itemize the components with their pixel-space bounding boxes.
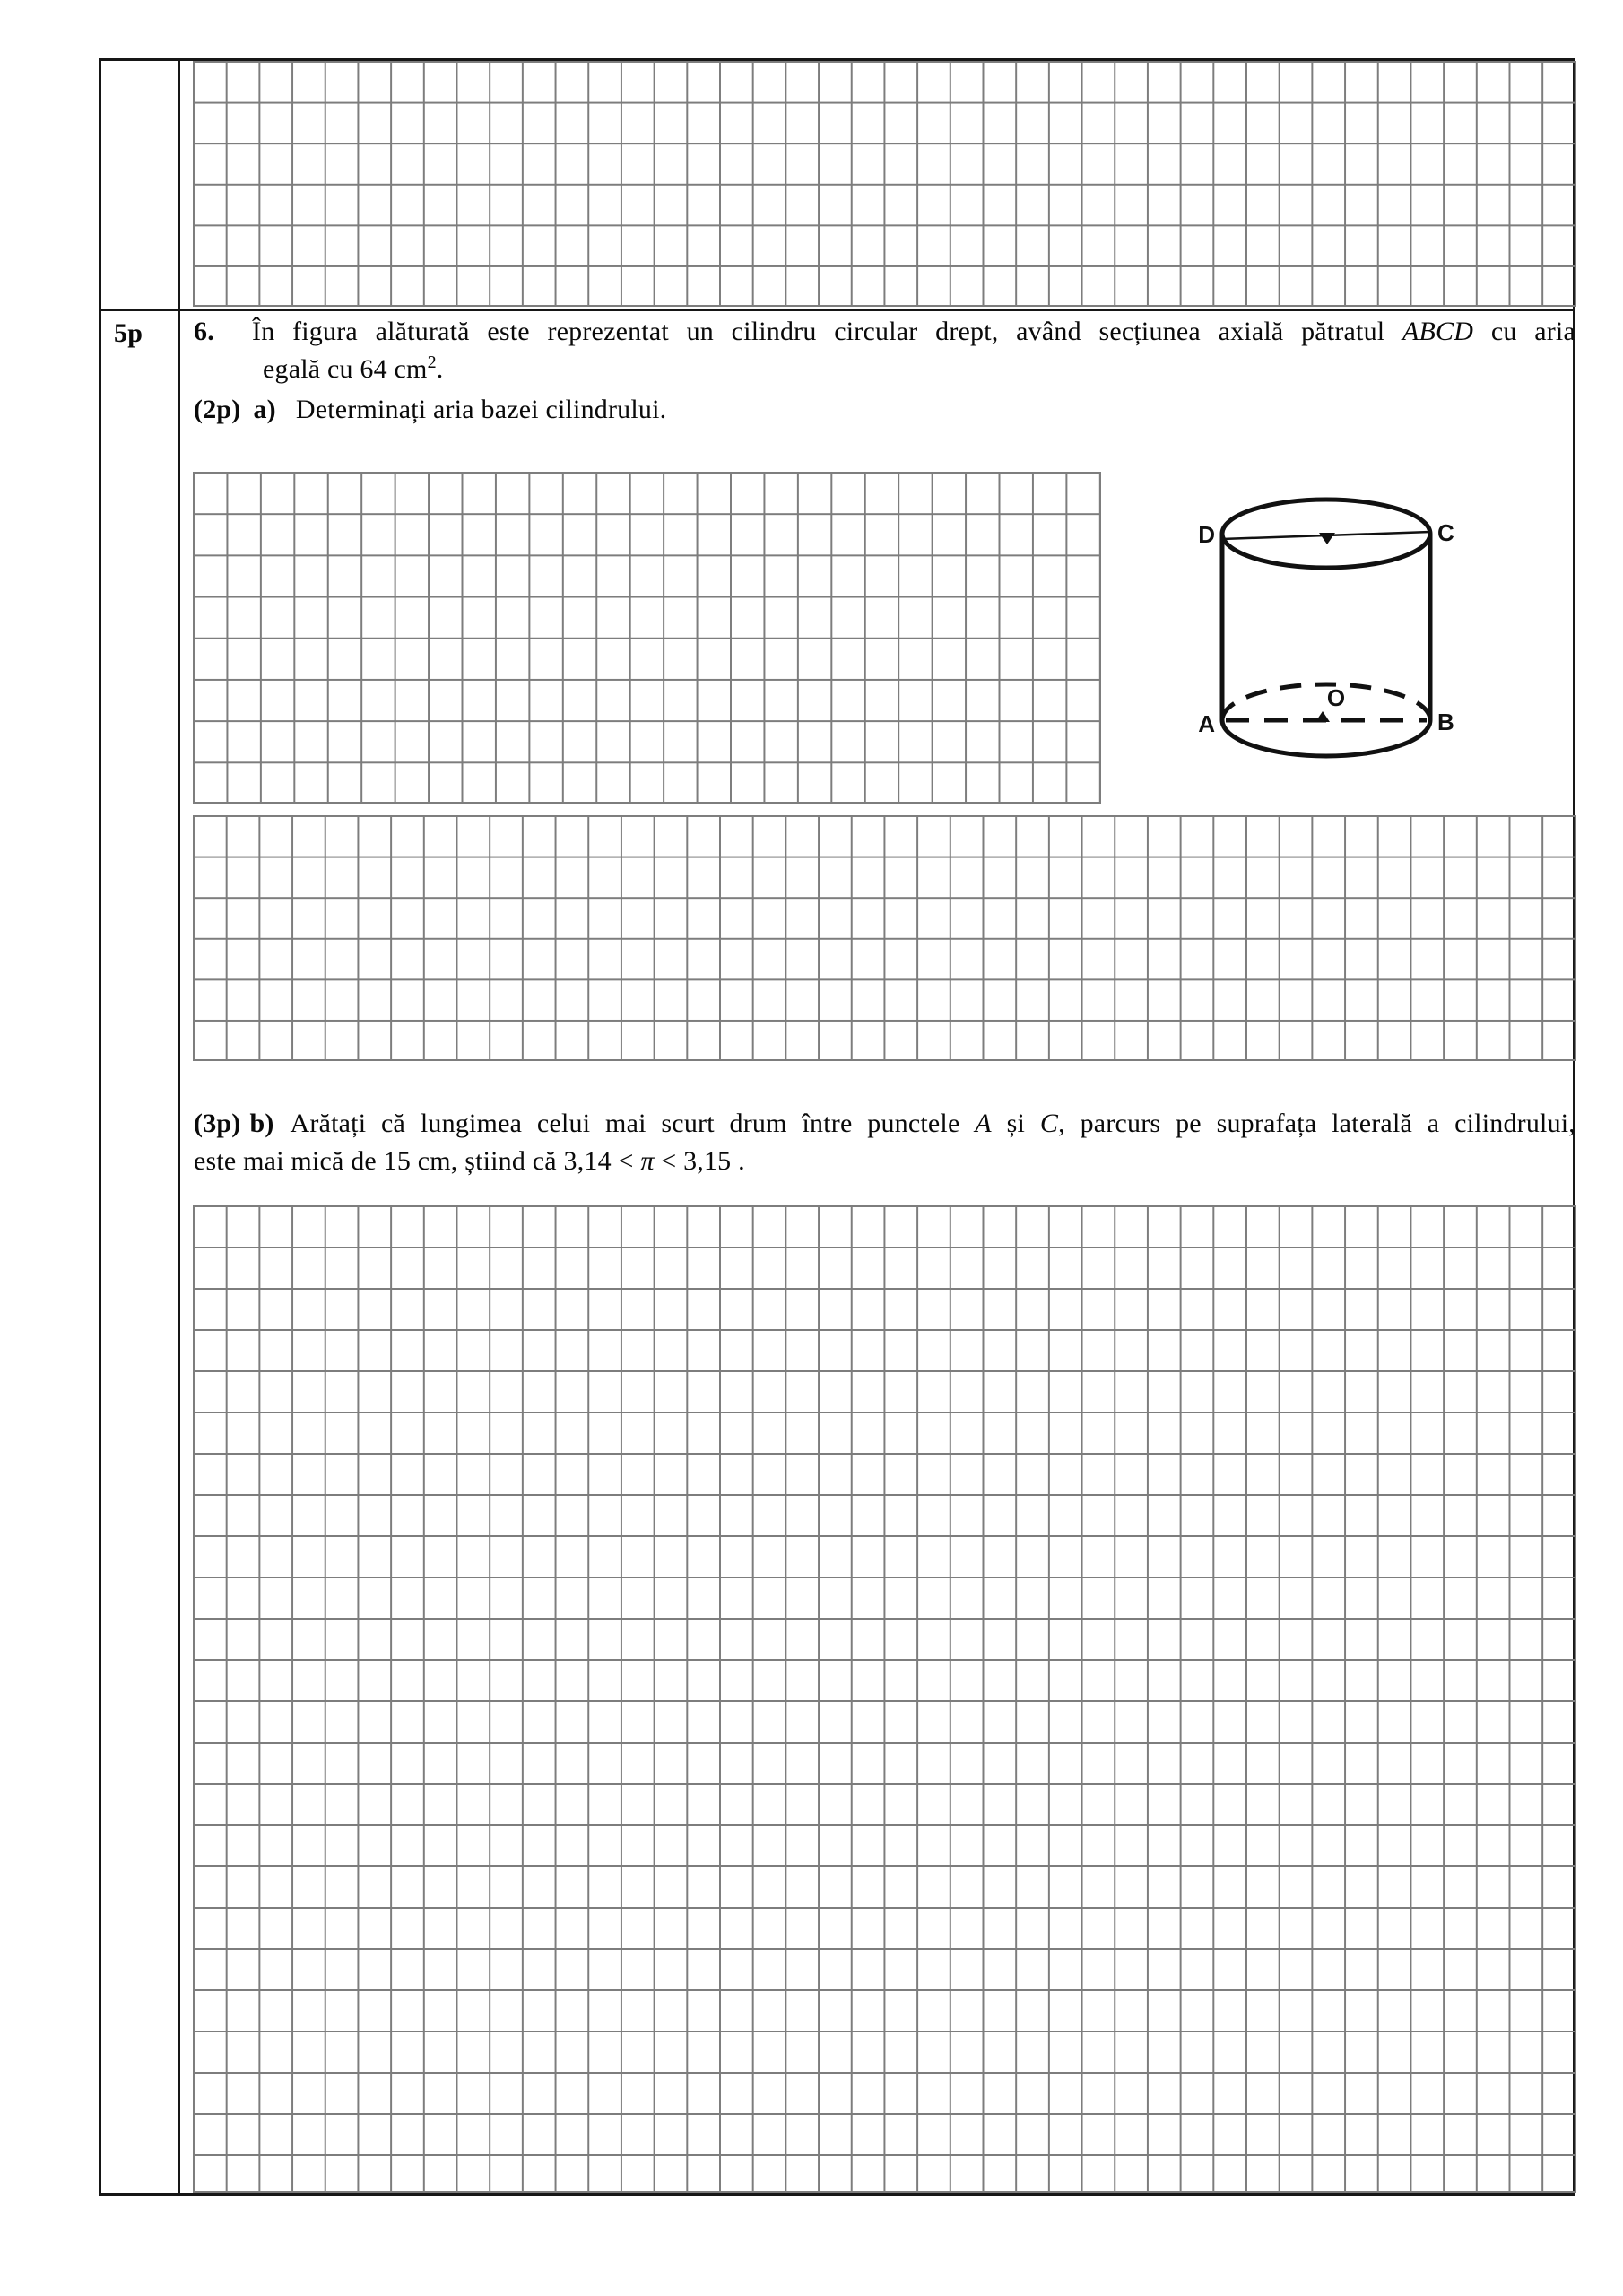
abcd-italic: ABCD	[1402, 317, 1474, 346]
part-b-line-1: (3p) b) Arătați că lungimea celui mai scurt drum între punctele A și C, parcurs pe suprafața laterală a cilindrului,	[194, 1109, 1576, 1138]
cylinder-figure	[1150, 474, 1536, 805]
statement-text-2: cu aria	[1473, 317, 1575, 346]
grid-paper-answer-b	[193, 1205, 1576, 2193]
label-B: B	[1437, 709, 1454, 735]
superscript-2: 2	[427, 352, 437, 372]
cylinder-bottom-front-arc	[1222, 720, 1430, 756]
label-A: A	[1198, 710, 1215, 737]
tick-mark-top	[1319, 533, 1335, 544]
part-b-line-2: este mai mică de 15 cm, știind că 3,14 < π < 3,15 .	[194, 1146, 745, 1176]
problem-statement	[194, 313, 1575, 388]
point-A-italic: A	[975, 1109, 992, 1138]
label-O: O	[1326, 684, 1346, 711]
exam-table	[99, 58, 1575, 2196]
point-C-italic: C	[1039, 1109, 1059, 1138]
part-b-label: b)	[249, 1109, 274, 1138]
score-column-separator	[178, 61, 180, 2193]
grid-paper-middle	[193, 815, 1576, 1061]
grid-paper-answer-a	[193, 472, 1101, 804]
score-badge: 5p	[114, 318, 143, 348]
statement-line-2: egală cu 64 $cm^2$.	[263, 352, 444, 384]
row-separator	[101, 309, 1573, 311]
part-b-points: (3p)	[194, 1109, 241, 1138]
part-b	[194, 1105, 1575, 1180]
part-a-label: a)	[253, 395, 276, 424]
label-D: D	[1198, 521, 1215, 548]
statement-text-1: În figura alăturată este reprezentat un cilindru circular drept, având secțiunea axială pătratul	[252, 317, 1402, 346]
part-a-points: (2p)	[194, 395, 241, 424]
pi-symbol: π	[640, 1146, 655, 1176]
problem-number: 6.	[194, 317, 214, 346]
statement-line-1	[194, 313, 1575, 351]
center-O-mark	[1315, 711, 1330, 722]
part-a	[194, 391, 1575, 429]
label-C: C	[1437, 519, 1454, 546]
part-a-text: Determinați aria bazei cilindrului.	[295, 395, 667, 424]
grid-paper-top	[193, 61, 1576, 307]
